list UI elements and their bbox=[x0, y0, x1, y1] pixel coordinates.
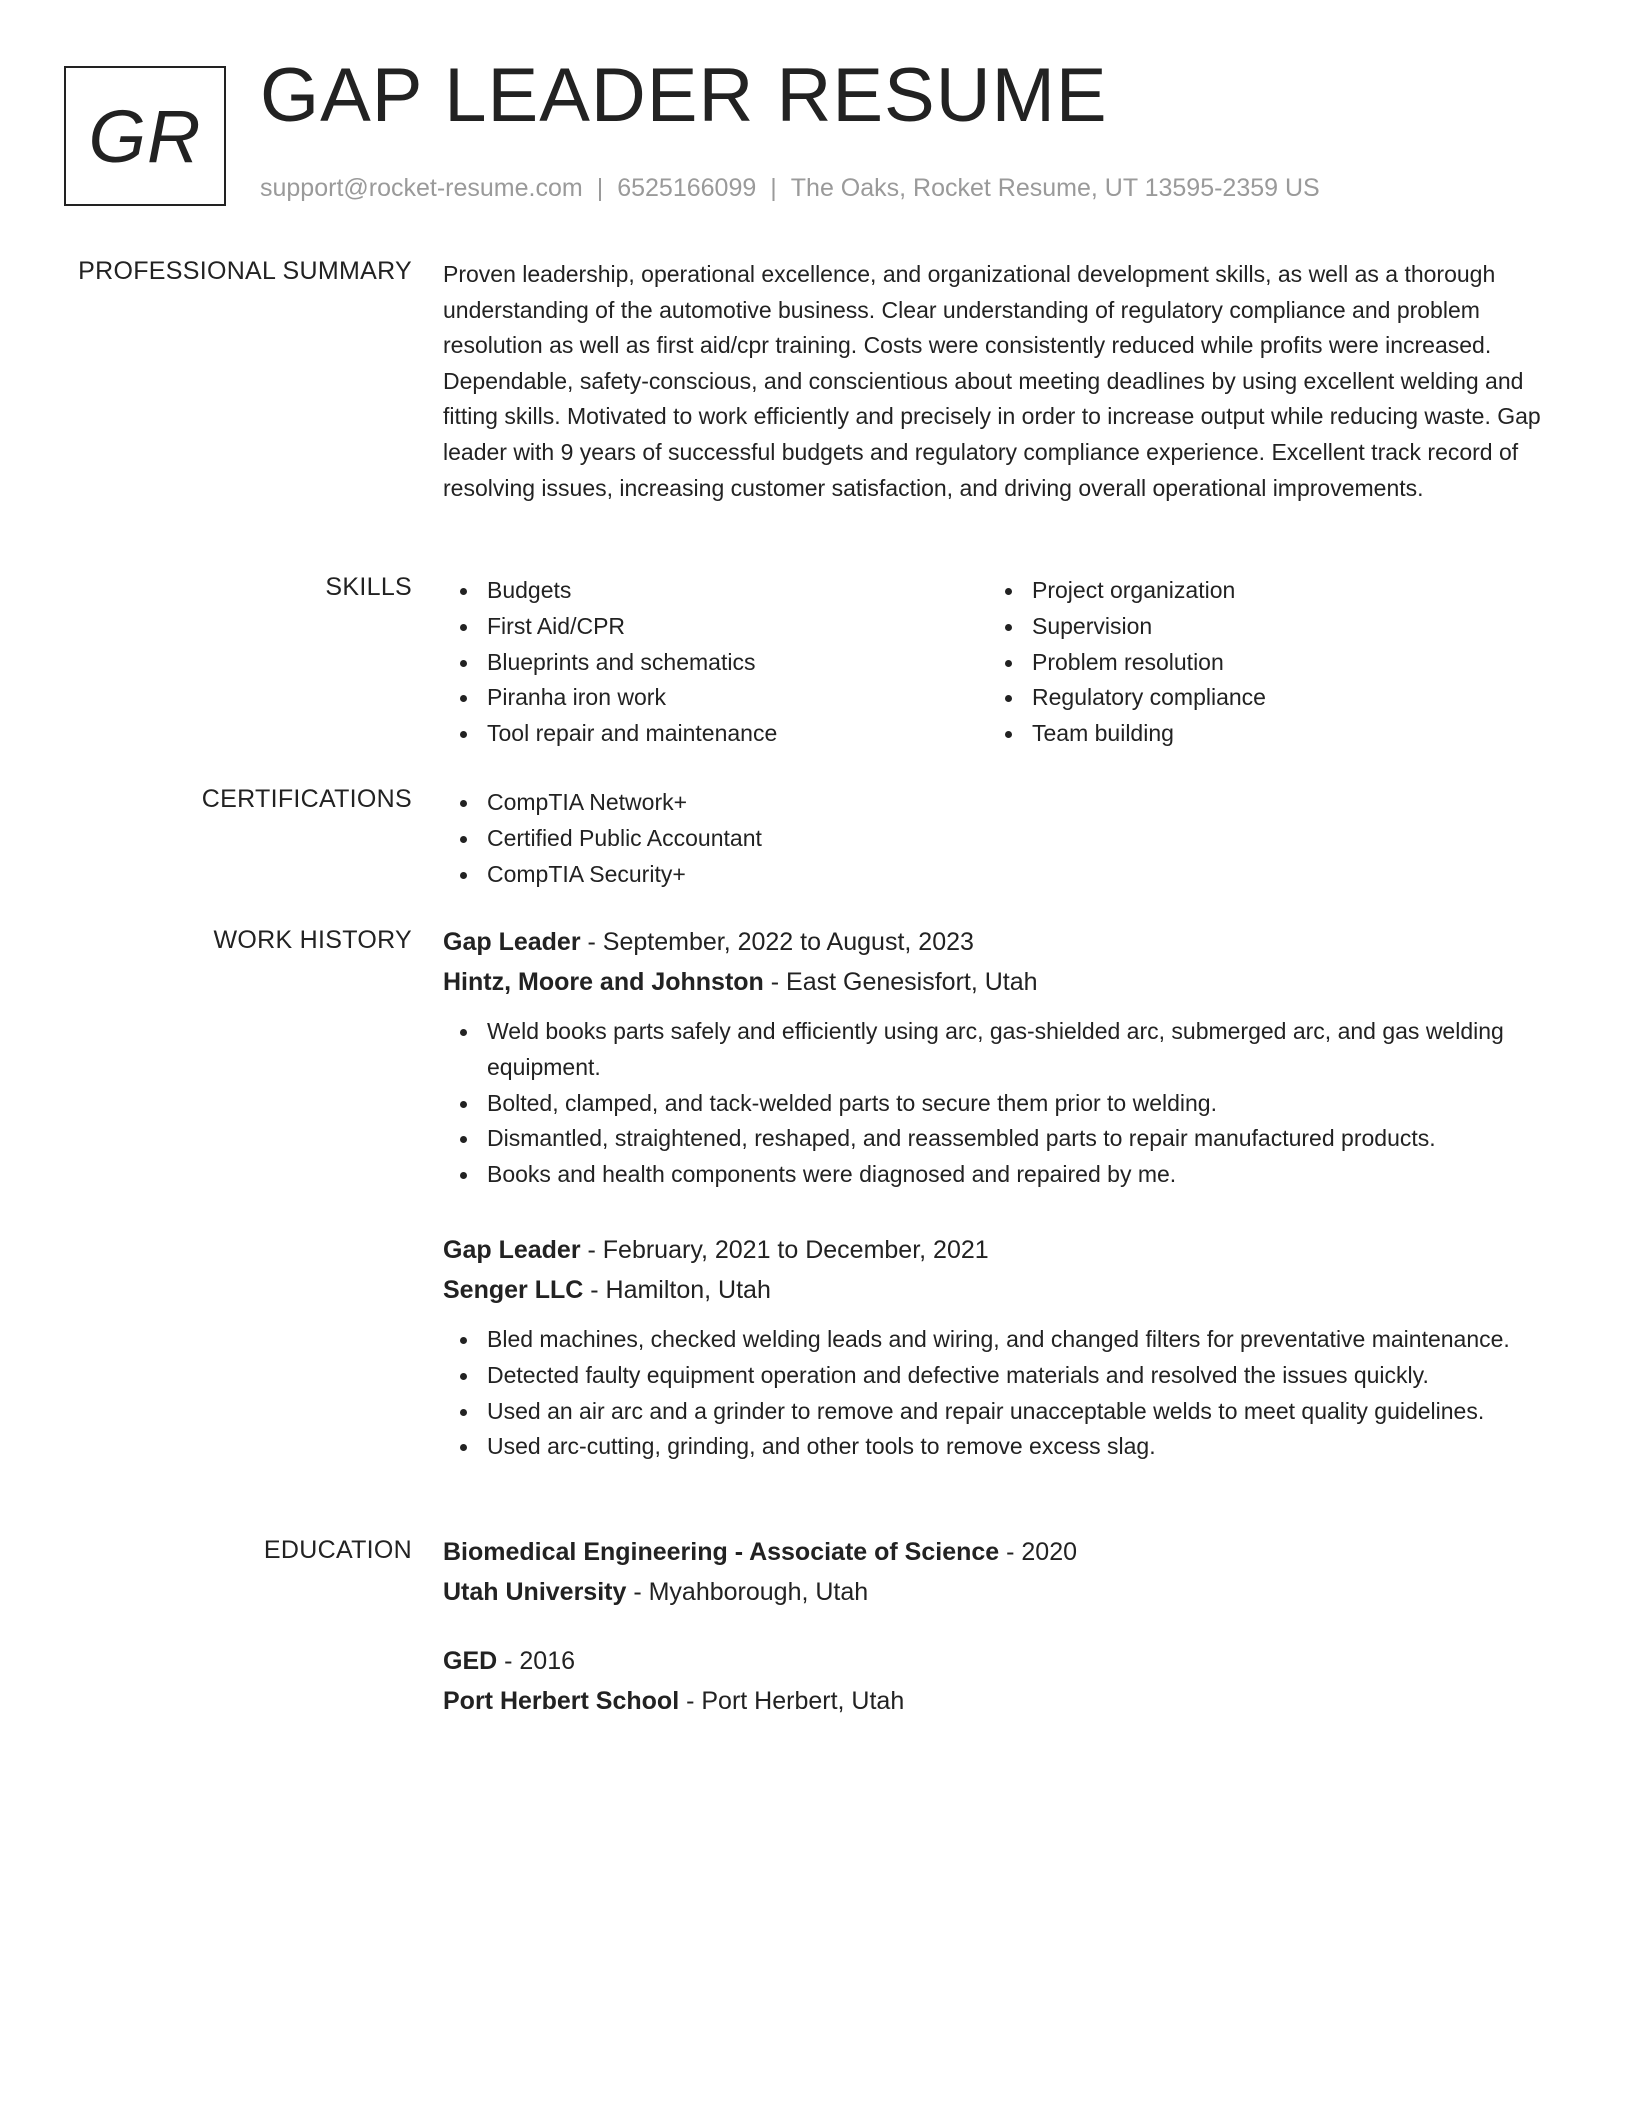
dash: - bbox=[580, 928, 603, 956]
skill-item: Budgets bbox=[443, 573, 988, 609]
education-school-line bbox=[443, 1572, 1563, 1612]
education-school: Port Herbert School bbox=[443, 1687, 680, 1715]
skill-item: Problem resolution bbox=[988, 645, 1533, 681]
contact-line bbox=[260, 174, 1320, 203]
skills-list-left bbox=[443, 573, 988, 752]
job-location: Hamilton, Utah bbox=[605, 1275, 771, 1304]
job-title-line bbox=[443, 922, 1563, 962]
job-title: Gap Leader bbox=[443, 1235, 581, 1264]
education-degree: Biomedical Engineering - Associate of Science bbox=[443, 1538, 1000, 1566]
education-degree-line bbox=[443, 1532, 1563, 1572]
education-school-line bbox=[443, 1681, 1563, 1721]
education-entry bbox=[443, 1532, 1563, 1612]
certification-item: CompTIA Network+ bbox=[443, 785, 1563, 821]
contact-phone[interactable]: 6525166099 bbox=[617, 174, 757, 202]
job-entry bbox=[443, 922, 1563, 1193]
job-entry bbox=[443, 1230, 1563, 1465]
section-label-education: EDUCATION bbox=[263, 1536, 412, 1564]
job-bullets bbox=[443, 1322, 1563, 1465]
summary-body bbox=[443, 257, 1563, 506]
education-location: Port Herbert, Utah bbox=[701, 1687, 905, 1715]
dash: - bbox=[626, 1578, 649, 1606]
summary-text: Proven leadership, operational excellence, and organizational development skills, as well as a thorough understanding of the automotive business. Clear understanding of regulatory compliance and problem resolution as well as first aid/cpr training. Costs were consistently reduced while profits were increased. Dependable, safety-conscious, and conscientious about meeting deadlines by using excellent welding and fitting skills. Motivated to work efficiently and precisely in order to increase output while reducing waste. Gap leader with 9 years of successful budgets and regulatory compliance experience. Excellent track record of resolving issues, increasing customer satisfaction, and driving overall operational improvements. bbox=[443, 261, 1541, 501]
contact-separator: | bbox=[770, 174, 777, 202]
job-bullet: Used an air arc and a grinder to remove and repair unacceptable welds to meet quality guidelines. bbox=[443, 1394, 1563, 1430]
monogram-box bbox=[64, 66, 226, 206]
job-dates: February, 2021 to December, 2021 bbox=[602, 1235, 989, 1264]
skill-item: Supervision bbox=[988, 609, 1533, 645]
job-bullet: Weld books parts safely and efficiently using arc, gas-shielded arc, submerged arc, and gas welding equipment. bbox=[443, 1014, 1563, 1086]
certification-item: CompTIA Security+ bbox=[443, 857, 1563, 893]
skill-item: First Aid/CPR bbox=[443, 609, 988, 645]
job-bullet: Bled machines, checked welding leads and wiring, and changed filters for preventative maintenance. bbox=[443, 1322, 1563, 1358]
education-body bbox=[443, 1532, 1563, 1721]
certification-item: Certified Public Accountant bbox=[443, 821, 1563, 857]
education-degree-line bbox=[443, 1641, 1563, 1681]
skill-item: Tool repair and maintenance bbox=[443, 716, 988, 752]
job-dates: September, 2022 to August, 2023 bbox=[602, 928, 974, 956]
education-degree: GED bbox=[443, 1647, 498, 1675]
skill-item: Team building bbox=[988, 716, 1533, 752]
dash: - bbox=[580, 1235, 603, 1264]
job-bullet: Detected faulty equipment operation and defective materials and resolved the issues quickly. bbox=[443, 1358, 1563, 1394]
contact-separator: | bbox=[596, 174, 604, 202]
section-label-summary: PROFESSIONAL SUMMARY bbox=[78, 257, 412, 285]
dash: - bbox=[583, 1275, 606, 1304]
resume-title: GAP LEADER RESUME bbox=[260, 53, 1108, 138]
skill-item: Blueprints and schematics bbox=[443, 645, 988, 681]
job-company: Hintz, Moore and Johnston bbox=[443, 968, 764, 996]
education-school: Utah University bbox=[443, 1578, 627, 1606]
education-entry bbox=[443, 1641, 1563, 1721]
education-year: 2020 bbox=[1021, 1538, 1078, 1566]
job-bullet: Bolted, clamped, and tack-welded parts to secure them prior to welding. bbox=[443, 1086, 1563, 1122]
dash: - bbox=[763, 968, 787, 996]
education-year: 2016 bbox=[519, 1647, 576, 1675]
job-location: East Genesisfort, Utah bbox=[786, 968, 1038, 996]
dash: - bbox=[497, 1647, 520, 1675]
job-bullets bbox=[443, 1014, 1563, 1193]
job-title: Gap Leader bbox=[443, 928, 581, 956]
job-title-line bbox=[443, 1230, 1563, 1270]
section-label-skills: SKILLS bbox=[325, 573, 412, 601]
skill-item: Regulatory compliance bbox=[988, 680, 1533, 716]
certifications-body bbox=[443, 785, 1563, 892]
job-company-line bbox=[443, 962, 1563, 1002]
skills-body bbox=[443, 573, 1563, 752]
monogram-initials: GR bbox=[88, 94, 202, 178]
skill-item: Piranha iron work bbox=[443, 680, 988, 716]
contact-address: The Oaks, Rocket Resume, UT 13595-2359 US bbox=[790, 174, 1320, 202]
job-bullet: Dismantled, straightened, reshaped, and reassembled parts to repair manufactured products. bbox=[443, 1121, 1563, 1157]
education-location: Myahborough, Utah bbox=[648, 1578, 869, 1606]
job-company: Senger LLC bbox=[443, 1275, 584, 1304]
skill-item: Project organization bbox=[988, 573, 1533, 609]
job-bullet: Used arc-cutting, grinding, and other tools to remove excess slag. bbox=[443, 1429, 1563, 1465]
dash: - bbox=[679, 1687, 702, 1715]
job-company-line bbox=[443, 1270, 1563, 1310]
dash: - bbox=[999, 1538, 1022, 1566]
work-history-body bbox=[443, 922, 1563, 1465]
section-label-certifications: CERTIFICATIONS bbox=[201, 785, 412, 813]
contact-email[interactable]: support@rocket-resume.com bbox=[260, 174, 583, 202]
skills-list-right bbox=[988, 573, 1533, 752]
section-label-work-history: WORK HISTORY bbox=[213, 926, 412, 954]
job-bullet: Books and health components were diagnosed and repaired by me. bbox=[443, 1157, 1563, 1193]
certifications-list bbox=[443, 785, 1563, 892]
